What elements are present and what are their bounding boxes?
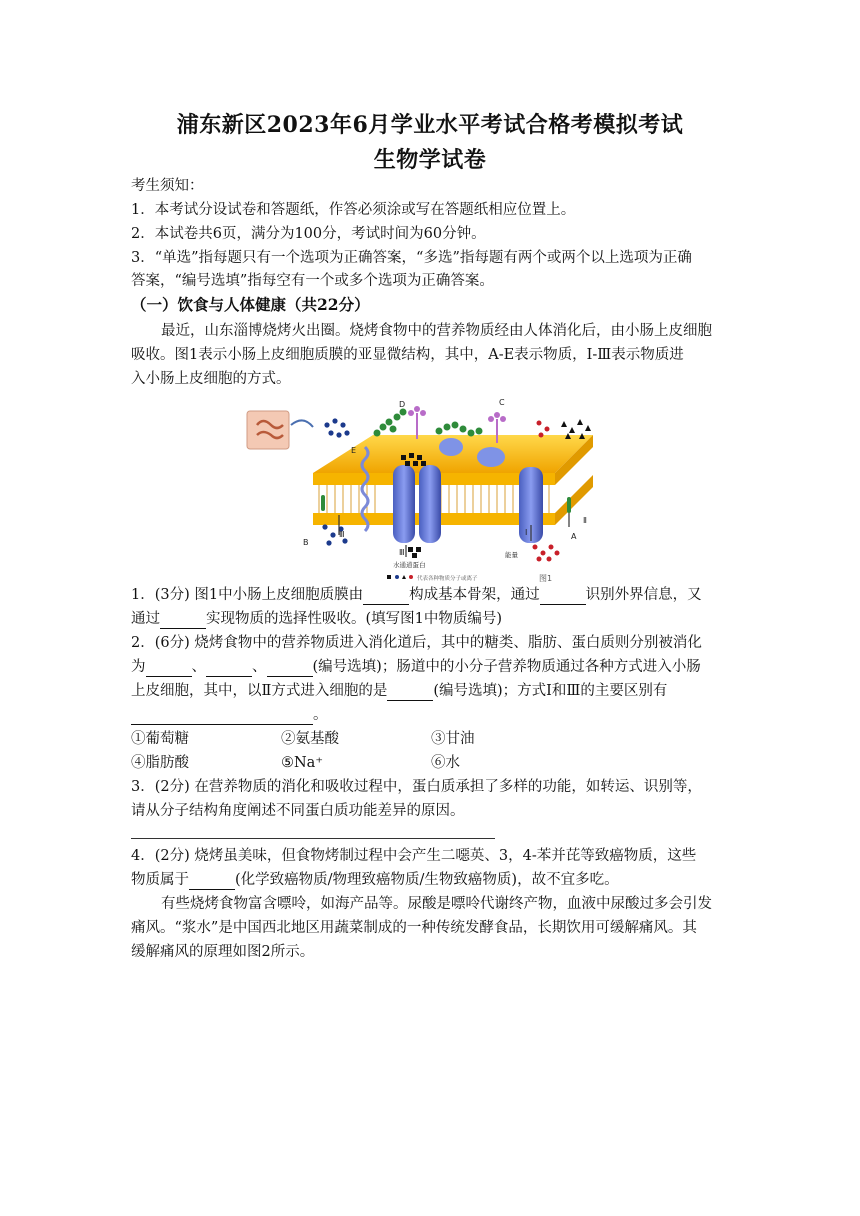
question-4-line: 4．(2分) 烧烤虽美味，但食物烤制过程中会产生二噁英、3，4-苯并芘等致癌物质，这些 xyxy=(131,848,697,864)
notice-heading: 考生须知： xyxy=(131,178,204,194)
label-III-left: Ⅲ xyxy=(339,530,345,539)
question-1-line: 通过 实现物质的选择性吸收。(填写图1中物质编号) xyxy=(131,611,503,627)
label-E: E xyxy=(351,446,357,455)
intro-paragraph-line: 吸收。图1表示小肠上皮细胞质膜的亚显微结构，其中，A-E表示物质，Ⅰ-Ⅲ表示物质进 xyxy=(131,347,684,363)
figure-caption: 图1 xyxy=(539,574,553,583)
intestine-icon xyxy=(247,411,313,449)
option-item: ⑤Na⁺ xyxy=(281,755,323,771)
answer-blank[interactable] xyxy=(267,661,313,677)
exam-title: 浦东新区2023年6月学业水平考试合格考模拟考试 xyxy=(176,112,684,138)
answer-blank[interactable] xyxy=(387,685,433,701)
option-item: ②氨基酸 xyxy=(281,731,339,747)
water-channel-protein xyxy=(393,465,415,543)
label-B: B xyxy=(303,538,309,547)
answer-blank[interactable] xyxy=(540,589,586,605)
answer-blank[interactable] xyxy=(146,661,192,677)
option-item: ③甘油 xyxy=(431,731,475,747)
label-C: C xyxy=(499,398,505,407)
question-2-line: 2．(6分) 烧烤食物中的营养物质进入消化道后，其中的糖类、脂肪、蛋白质则分别被消化 xyxy=(131,635,702,651)
notice-item: 答案，“编号选填”指每空有一个或多个选项为正确答案。 xyxy=(131,273,494,289)
question-3-line: 请从分子结构角度阐述不同蛋白质功能差异的原因。 xyxy=(131,803,465,819)
membrane-diagram xyxy=(243,395,623,587)
label-D: D xyxy=(399,400,406,409)
option-item: ⑥水 xyxy=(431,755,460,771)
intro-paragraph-line: 入小肠上皮细胞的方式。 xyxy=(131,371,291,387)
answer-blank[interactable] xyxy=(363,589,409,605)
answer-blank[interactable] xyxy=(189,874,235,890)
option-item: ④脂肪酸 xyxy=(131,755,189,771)
question-2-line: 。 xyxy=(131,705,328,725)
paragraph-line: 痛风。“浆水”是中国西北地区用蔬菜制成的一种传统发酵食品，长期饮用可缓解痛风。其 xyxy=(131,920,697,936)
option-item: ①葡萄糖 xyxy=(131,731,189,747)
label-energy: 能量 xyxy=(505,551,518,559)
question-4-line: 物质属于 (化学致癌物质/物理致癌物质/生物致癌物质)，故不宜多吃。 xyxy=(131,872,619,888)
intro-paragraph-line: 最近，山东淄博烧烤火出圈。烧烤食物中的营养物质经由人体消化后，由小肠上皮细胞 xyxy=(161,323,712,339)
exam-subtitle: 生物学试卷 xyxy=(373,147,487,173)
answer-line[interactable] xyxy=(131,838,495,839)
question-1-line: 1．(3分) 图1中小肠上皮细胞质膜由 构成基本骨架，通过 识别外界信息，又 xyxy=(131,587,702,603)
notice-item: 3．“单选”指每题只有一个选项为正确答案，“多选”指每题有两个或两个以上选项为正确 xyxy=(131,250,692,266)
label-III-mid: Ⅲ xyxy=(399,548,405,557)
section-heading: （一）饮食与人体健康（共22分） xyxy=(131,295,370,314)
legend-text: 代表各种物质分子或离子 xyxy=(417,576,478,582)
notice-item: 1．本考试分设试卷和答题纸，作答必须涂或写在答题纸相应位置上。 xyxy=(131,202,576,218)
label-water-channel: 水通道蛋白 xyxy=(393,561,426,569)
question-3-line: 3．(2分) 在营养物质的消化和吸收过程中，蛋白质承担了多样的功能，如转运、识别等， xyxy=(131,779,702,795)
answer-blank[interactable] xyxy=(160,613,206,629)
answer-blank[interactable] xyxy=(131,709,313,725)
question-2-line: 上皮细胞，其中，以Ⅱ方式进入细胞的是 (编号选填)；方式Ⅰ和Ⅲ的主要区别有 xyxy=(131,683,668,699)
answer-blank[interactable] xyxy=(206,661,252,677)
label-II: Ⅱ xyxy=(583,516,587,525)
membrane-figure xyxy=(243,395,623,587)
paragraph-line: 缓解痛风的原理如图2所示。 xyxy=(131,944,315,960)
paragraph-line: 有些烧烤食物富含嘌呤，如海产品等。尿酸是嘌呤代谢终产物，血液中尿酸过多会引发 xyxy=(161,896,712,912)
label-A: A xyxy=(571,532,577,541)
figure-legend xyxy=(387,574,552,583)
question-2-line: 为 、 、 (编号选填)；肠道中的小分子营养物质通过各种方式进入小肠 xyxy=(131,659,701,675)
notice-item: 2．本试卷共6页，满分为100分，考试时间为60分钟。 xyxy=(131,226,486,242)
label-I: Ⅰ xyxy=(525,528,528,537)
